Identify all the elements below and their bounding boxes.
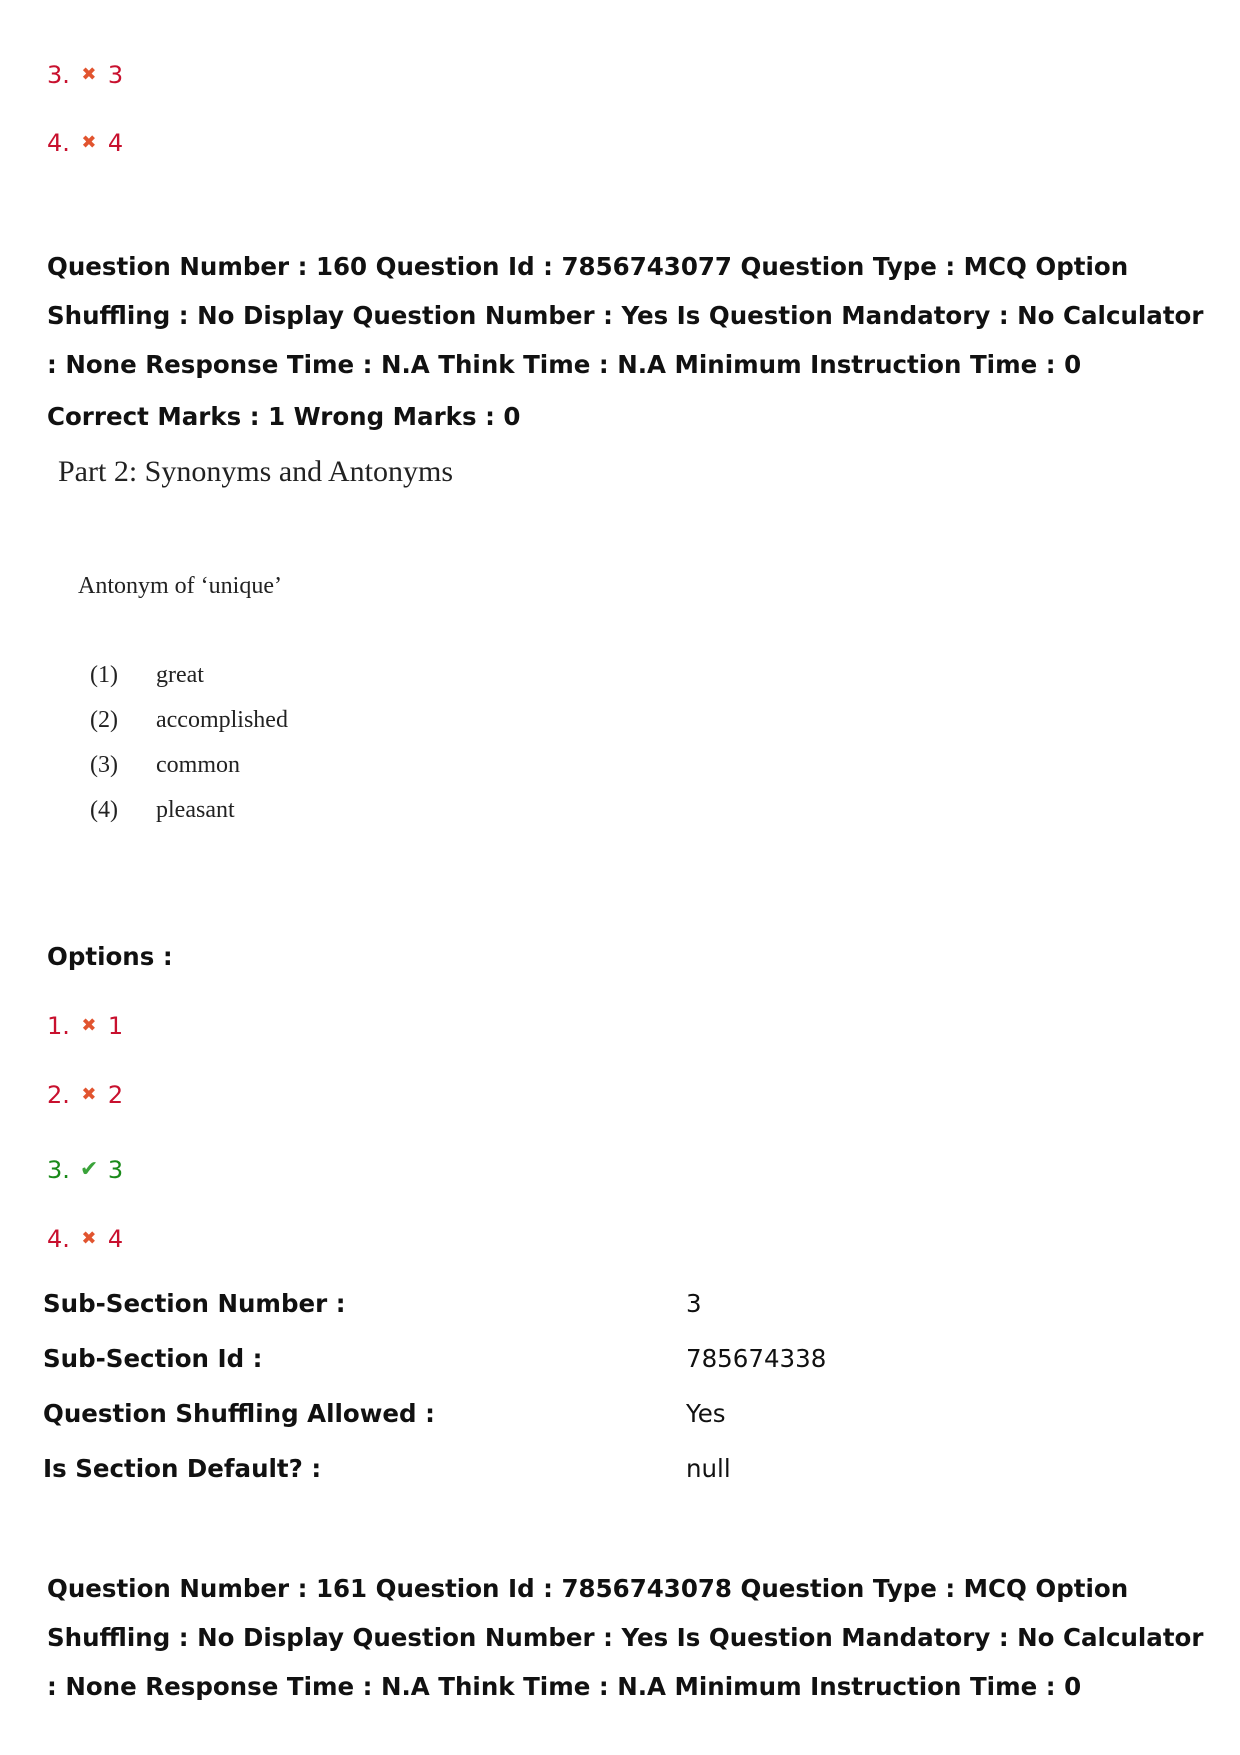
option-number: 4. bbox=[47, 129, 70, 157]
prev-option-3 bbox=[47, 60, 123, 90]
choice-number: (2) bbox=[90, 707, 118, 733]
cross-icon: ✖ bbox=[81, 64, 97, 85]
question-shuffling-label: Question Shuffling Allowed : bbox=[43, 1399, 435, 1428]
subsection-id-label: Sub-Section Id : bbox=[43, 1344, 263, 1373]
option-3 bbox=[47, 1155, 123, 1185]
question-161-meta: Question Number : 161 Question Id : 7856743078 Question Type : MCQ Option Shuffling : No Display Question Number : Yes Is Question Mandatory : No Calculator : None Response Time : N.A Think Time : N.A Minimum Instruction Time : 0 bbox=[47, 1574, 1204, 1701]
question-image bbox=[58, 455, 454, 823]
subsection-number-value: 3 bbox=[686, 1289, 702, 1318]
choice-4 bbox=[90, 797, 235, 824]
option-label: 4 bbox=[107, 1225, 124, 1253]
option-number: 2. bbox=[47, 1081, 70, 1109]
choice-number: (1) bbox=[90, 662, 118, 688]
option-label: 3 bbox=[107, 61, 124, 89]
choice-text: great bbox=[156, 662, 204, 688]
choice-1 bbox=[90, 662, 204, 689]
part-heading: Part 2: Synonyms and Antonyms bbox=[58, 455, 454, 488]
check-icon: ✔ bbox=[79, 1157, 99, 1182]
cross-icon: ✖ bbox=[81, 1015, 97, 1036]
option-label: 1 bbox=[107, 1012, 124, 1040]
choice-2 bbox=[90, 707, 288, 734]
choice-3 bbox=[90, 752, 240, 779]
option-number: 1. bbox=[47, 1012, 70, 1040]
option-number: 4. bbox=[47, 1225, 70, 1253]
choice-text: accomplished bbox=[156, 707, 288, 733]
option-number: 3. bbox=[47, 61, 70, 89]
option-2 bbox=[47, 1080, 123, 1110]
option-1 bbox=[47, 1011, 123, 1041]
question-shuffling-value: Yes bbox=[686, 1399, 726, 1428]
option-label: 3 bbox=[107, 1156, 124, 1184]
cross-icon: ✖ bbox=[81, 1228, 97, 1249]
subsection-id-value: 785674338 bbox=[686, 1344, 827, 1373]
option-label: 2 bbox=[107, 1081, 124, 1109]
choice-text: pleasant bbox=[156, 797, 235, 823]
question-160-marks: Correct Marks : 1 Wrong Marks : 0 bbox=[47, 402, 521, 431]
subsection-number-label: Sub-Section Number : bbox=[43, 1289, 346, 1318]
cross-icon: ✖ bbox=[81, 1084, 97, 1105]
options-label: Options : bbox=[47, 942, 173, 971]
option-number: 3. bbox=[47, 1156, 70, 1184]
question-stem: Antonym of ‘unique’ bbox=[78, 573, 282, 599]
section-default-label: Is Section Default? : bbox=[43, 1454, 322, 1483]
question-160-meta: Question Number : 160 Question Id : 7856743077 Question Type : MCQ Option Shuffling : No Display Question Number : Yes Is Question Mandatory : No Calculator : None Response Time : N.A Think Time : N.A Minimum Instruction Time : 0 bbox=[47, 252, 1204, 379]
option-4 bbox=[47, 1224, 123, 1254]
choice-number: (3) bbox=[90, 752, 118, 778]
section-default-value: null bbox=[686, 1454, 731, 1483]
choice-number: (4) bbox=[90, 797, 118, 823]
prev-option-4 bbox=[47, 128, 123, 158]
option-label: 4 bbox=[107, 129, 124, 157]
cross-icon: ✖ bbox=[81, 132, 97, 153]
choice-text: common bbox=[156, 752, 240, 778]
